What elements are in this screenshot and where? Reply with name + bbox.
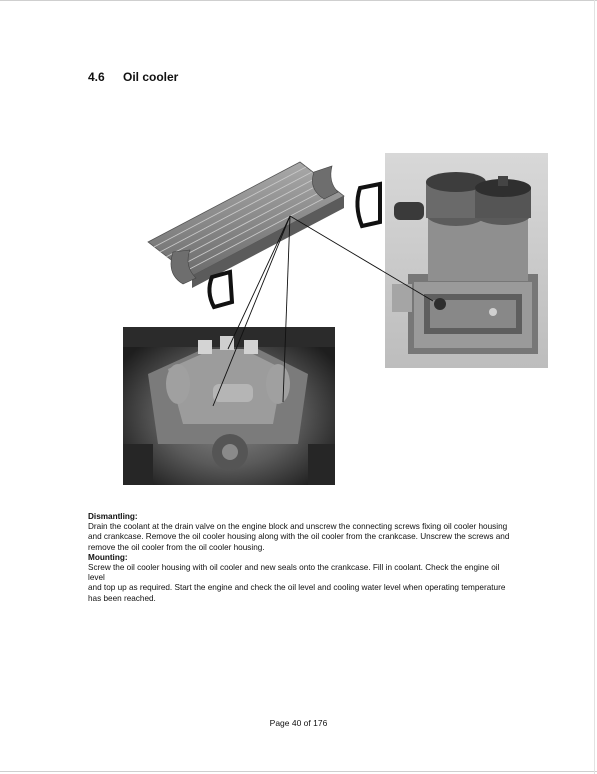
mounting-line-3: has been reached. [88, 593, 156, 603]
instructions-text [88, 512, 518, 604]
mounting-line-1: Screw the oil cooler housing with oil cooler and new seals onto the crankcase. Fill in coolant. Check the engine oil level [88, 563, 500, 583]
page-border-top [0, 0, 597, 1]
page-footer: Page 40 of 176 [269, 718, 328, 728]
dismantling-line-1: Drain the coolant at the drain valve on the engine block and unscrew the connecting screws fixing oil cooler housing [88, 522, 508, 532]
section-number: 4.6 [88, 70, 105, 84]
section-heading [88, 70, 178, 84]
dismantling-heading: Dismantling: [88, 512, 138, 521]
mounting-heading: Mounting: [88, 552, 128, 562]
page-border-right [594, 0, 595, 774]
dismantling-line-3: remove the oil cooler from the oil cooler housing. [88, 542, 265, 552]
oil-cooler-illustration [118, 144, 550, 490]
page-border-bottom [0, 771, 597, 772]
oil-cooler-housing-photo [385, 153, 548, 368]
section-title: Oil cooler [123, 70, 179, 84]
oil-cooler-drawing [148, 162, 380, 307]
mounting-line-2: and top up as required. Start the engine and check the oil level and cooling water level when operating temperature [88, 583, 506, 593]
dismantling-line-2: and crankcase. Remove the oil cooler housing along with the oil cooler from the crankcase. Unscrew the screws and [88, 532, 510, 542]
engine-photo [123, 327, 335, 485]
oil-cooler-figure [118, 144, 550, 490]
